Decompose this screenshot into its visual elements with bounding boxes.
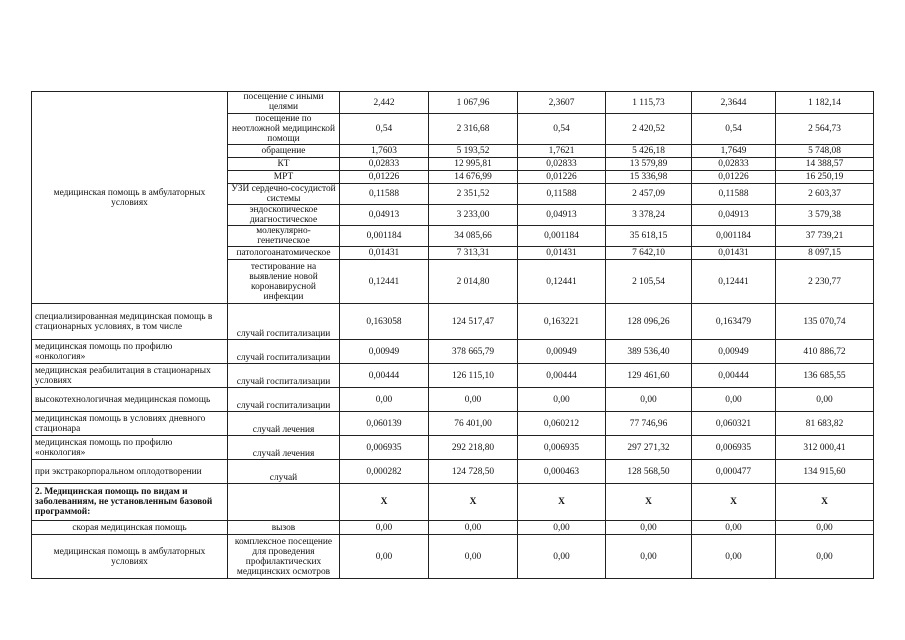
value-cell: 0,060139 xyxy=(340,412,429,436)
value-cell: 128 568,50 xyxy=(606,460,692,484)
row-unit xyxy=(228,484,340,521)
value-cell: 0,000282 xyxy=(340,460,429,484)
value-cell: 129 461,60 xyxy=(606,364,692,388)
value-cell: 0,00 xyxy=(776,521,874,535)
value-cell: 0,00 xyxy=(429,388,518,412)
value-cell: 0,54 xyxy=(340,114,429,145)
row-name: медицинская реабилитация в стационарных условиях xyxy=(32,364,228,388)
value-cell: 0,00444 xyxy=(692,364,776,388)
value-cell: 0,11588 xyxy=(340,184,429,205)
table-row xyxy=(32,388,874,412)
table-row xyxy=(32,412,874,436)
row-unit: патологоанатомическое xyxy=(228,247,340,260)
value-cell: 0,00 xyxy=(340,388,429,412)
value-cell: 0,01226 xyxy=(518,171,606,184)
row-unit: случай xyxy=(228,460,340,484)
value-cell: 0,01431 xyxy=(340,247,429,260)
value-cell: 1 115,73 xyxy=(606,92,692,114)
row-unit: КТ xyxy=(228,158,340,171)
row-unit: вызов xyxy=(228,521,340,535)
value-cell: 3 233,00 xyxy=(429,205,518,226)
table-row xyxy=(32,436,874,460)
value-cell: 312 000,41 xyxy=(776,436,874,460)
value-cell: 0,00 xyxy=(692,388,776,412)
row-name: высокотехнологичная медицинская помощь xyxy=(32,388,228,412)
value-cell: 1 067,96 xyxy=(429,92,518,114)
row-name: медицинская помощь по профилю «онкология» xyxy=(32,340,228,364)
value-cell: 0,001184 xyxy=(340,226,429,247)
value-cell: 2 014,80 xyxy=(429,260,518,304)
table-row xyxy=(32,304,874,340)
value-cell: 2,3644 xyxy=(692,92,776,114)
row-name: скорая медицинская помощь xyxy=(32,521,228,535)
value-cell: 2 603,37 xyxy=(776,184,874,205)
value-cell: 3 579,38 xyxy=(776,205,874,226)
value-cell: 0,00 xyxy=(692,535,776,579)
row-name: при экстракорпоральном оплодотворении xyxy=(32,460,228,484)
value-cell: 0,163221 xyxy=(518,304,606,340)
value-cell: 389 536,40 xyxy=(606,340,692,364)
row-name: медицинская помощь в амбулаторных условиях xyxy=(32,535,228,579)
value-cell: 0,11588 xyxy=(518,184,606,205)
value-cell: 0,12441 xyxy=(518,260,606,304)
value-cell: 0,000477 xyxy=(692,460,776,484)
value-cell: 7 642,10 xyxy=(606,247,692,260)
value-cell: X xyxy=(606,484,692,521)
value-cell: 0,00444 xyxy=(340,364,429,388)
value-cell: 0,00 xyxy=(606,535,692,579)
value-cell: 292 218,80 xyxy=(429,436,518,460)
value-cell: 378 665,79 xyxy=(429,340,518,364)
value-cell: 0,54 xyxy=(518,114,606,145)
value-cell: X xyxy=(340,484,429,521)
value-cell: 5 193,52 xyxy=(429,145,518,158)
value-cell: 2,3607 xyxy=(518,92,606,114)
value-cell: 3 378,24 xyxy=(606,205,692,226)
value-cell: 0,006935 xyxy=(340,436,429,460)
value-cell: 2 105,54 xyxy=(606,260,692,304)
value-cell: X xyxy=(776,484,874,521)
value-cell: 126 115,10 xyxy=(429,364,518,388)
value-cell: 2 230,77 xyxy=(776,260,874,304)
row-unit: МРТ xyxy=(228,171,340,184)
value-cell: 14 676,99 xyxy=(429,171,518,184)
row-unit: эндоскопическое диагностическое xyxy=(228,205,340,226)
table-row xyxy=(32,92,874,114)
value-cell: 0,163479 xyxy=(692,304,776,340)
value-cell: 0,060321 xyxy=(692,412,776,436)
row-unit: случай лечения xyxy=(228,436,340,460)
value-cell: 0,006935 xyxy=(518,436,606,460)
value-cell: 1,7621 xyxy=(518,145,606,158)
value-cell: X xyxy=(692,484,776,521)
row-name: 2. Медицинская помощь по видам и заболеваниям, не установленным базовой программой: xyxy=(32,484,228,521)
value-cell: 2 420,52 xyxy=(606,114,692,145)
normatives-table xyxy=(31,91,874,579)
value-cell: 0,00 xyxy=(776,388,874,412)
value-cell: 0,01431 xyxy=(692,247,776,260)
value-cell: 134 915,60 xyxy=(776,460,874,484)
value-cell: 2 457,09 xyxy=(606,184,692,205)
value-cell: 0,01431 xyxy=(518,247,606,260)
value-cell: X xyxy=(429,484,518,521)
value-cell: 0,00 xyxy=(692,521,776,535)
table-row xyxy=(32,460,874,484)
value-cell: 14 388,57 xyxy=(776,158,874,171)
value-cell: 128 096,26 xyxy=(606,304,692,340)
value-cell: 0,00 xyxy=(776,535,874,579)
value-cell: 13 579,89 xyxy=(606,158,692,171)
value-cell: 135 070,74 xyxy=(776,304,874,340)
value-cell: 12 995,81 xyxy=(429,158,518,171)
value-cell: 0,00949 xyxy=(518,340,606,364)
row-unit: случай госпитализации xyxy=(228,388,340,412)
value-cell: 77 746,96 xyxy=(606,412,692,436)
value-cell: 1,7603 xyxy=(340,145,429,158)
value-cell: 0,000463 xyxy=(518,460,606,484)
value-cell: 2,442 xyxy=(340,92,429,114)
value-cell: 0,04913 xyxy=(340,205,429,226)
value-cell: 0,12441 xyxy=(340,260,429,304)
value-cell: 0,12441 xyxy=(692,260,776,304)
value-cell: 0,02833 xyxy=(340,158,429,171)
value-cell: 0,00 xyxy=(429,535,518,579)
row-unit: комплексное посещение для проведения профилактических медицинских осмотров xyxy=(228,535,340,579)
value-cell: 0,02833 xyxy=(692,158,776,171)
value-cell: 0,01226 xyxy=(340,171,429,184)
value-cell: 1,7649 xyxy=(692,145,776,158)
value-cell: 76 401,00 xyxy=(429,412,518,436)
row-unit: случай госпитализации xyxy=(228,304,340,340)
row-name: медицинская помощь в условиях дневного стационара xyxy=(32,412,228,436)
value-cell: 1 182,14 xyxy=(776,92,874,114)
row-name: медицинская помощь по профилю «онкология» xyxy=(32,436,228,460)
value-cell: 2 351,52 xyxy=(429,184,518,205)
table-row xyxy=(32,535,874,579)
value-cell: 5 426,18 xyxy=(606,145,692,158)
value-cell: 0,060212 xyxy=(518,412,606,436)
value-cell: 2 564,73 xyxy=(776,114,874,145)
row-unit: УЗИ сердечно-сосудистой системы xyxy=(228,184,340,205)
value-cell: 0,163058 xyxy=(340,304,429,340)
value-cell: 124 728,50 xyxy=(429,460,518,484)
value-cell: 297 271,32 xyxy=(606,436,692,460)
value-cell: 0,02833 xyxy=(518,158,606,171)
value-cell: 0,00 xyxy=(340,521,429,535)
value-cell: 0,00444 xyxy=(518,364,606,388)
table-row xyxy=(32,364,874,388)
value-cell: 0,00 xyxy=(518,535,606,579)
value-cell: 0,01226 xyxy=(692,171,776,184)
value-cell: 2 316,68 xyxy=(429,114,518,145)
row-unit: случай госпитализации xyxy=(228,340,340,364)
value-cell: 0,11588 xyxy=(692,184,776,205)
value-cell: 37 739,21 xyxy=(776,226,874,247)
value-cell: 35 618,15 xyxy=(606,226,692,247)
value-cell: 136 685,55 xyxy=(776,364,874,388)
value-cell: 410 886,72 xyxy=(776,340,874,364)
value-cell: 0,04913 xyxy=(518,205,606,226)
value-cell: 0,00949 xyxy=(692,340,776,364)
value-cell: 81 683,82 xyxy=(776,412,874,436)
value-cell: 0,00 xyxy=(429,521,518,535)
row-unit: случай лечения xyxy=(228,412,340,436)
row-name: специализированная медицинская помощь в стационарных условиях, в том числе xyxy=(32,304,228,340)
value-cell: 0,001184 xyxy=(692,226,776,247)
value-cell: 0,001184 xyxy=(518,226,606,247)
value-cell: 7 313,31 xyxy=(429,247,518,260)
row-unit: посещение по неотложной медицинской помощи xyxy=(228,114,340,145)
value-cell: 0,00 xyxy=(340,535,429,579)
value-cell: 0,00 xyxy=(518,388,606,412)
row-unit: посещение с иными целями xyxy=(228,92,340,114)
value-cell: 0,54 xyxy=(692,114,776,145)
value-cell: 15 336,98 xyxy=(606,171,692,184)
value-cell: 5 748,08 xyxy=(776,145,874,158)
row-group-name: медицинская помощь в амбулаторных условиях xyxy=(32,92,228,304)
value-cell: 0,00 xyxy=(518,521,606,535)
row-unit: случай госпитализации xyxy=(228,364,340,388)
table-row xyxy=(32,521,874,535)
row-unit: молекулярно-генетическое xyxy=(228,226,340,247)
value-cell: 16 250,19 xyxy=(776,171,874,184)
table-row xyxy=(32,340,874,364)
value-cell: 0,006935 xyxy=(692,436,776,460)
table-row xyxy=(32,484,874,521)
row-unit: тестирование на выявление новой коронавирусной инфекции xyxy=(228,260,340,304)
value-cell: 0,00 xyxy=(606,388,692,412)
value-cell: 124 517,47 xyxy=(429,304,518,340)
value-cell: 0,04913 xyxy=(692,205,776,226)
value-cell: 0,00949 xyxy=(340,340,429,364)
row-unit: обращение xyxy=(228,145,340,158)
value-cell: 8 097,15 xyxy=(776,247,874,260)
value-cell: 34 085,66 xyxy=(429,226,518,247)
value-cell: X xyxy=(518,484,606,521)
value-cell: 0,00 xyxy=(606,521,692,535)
